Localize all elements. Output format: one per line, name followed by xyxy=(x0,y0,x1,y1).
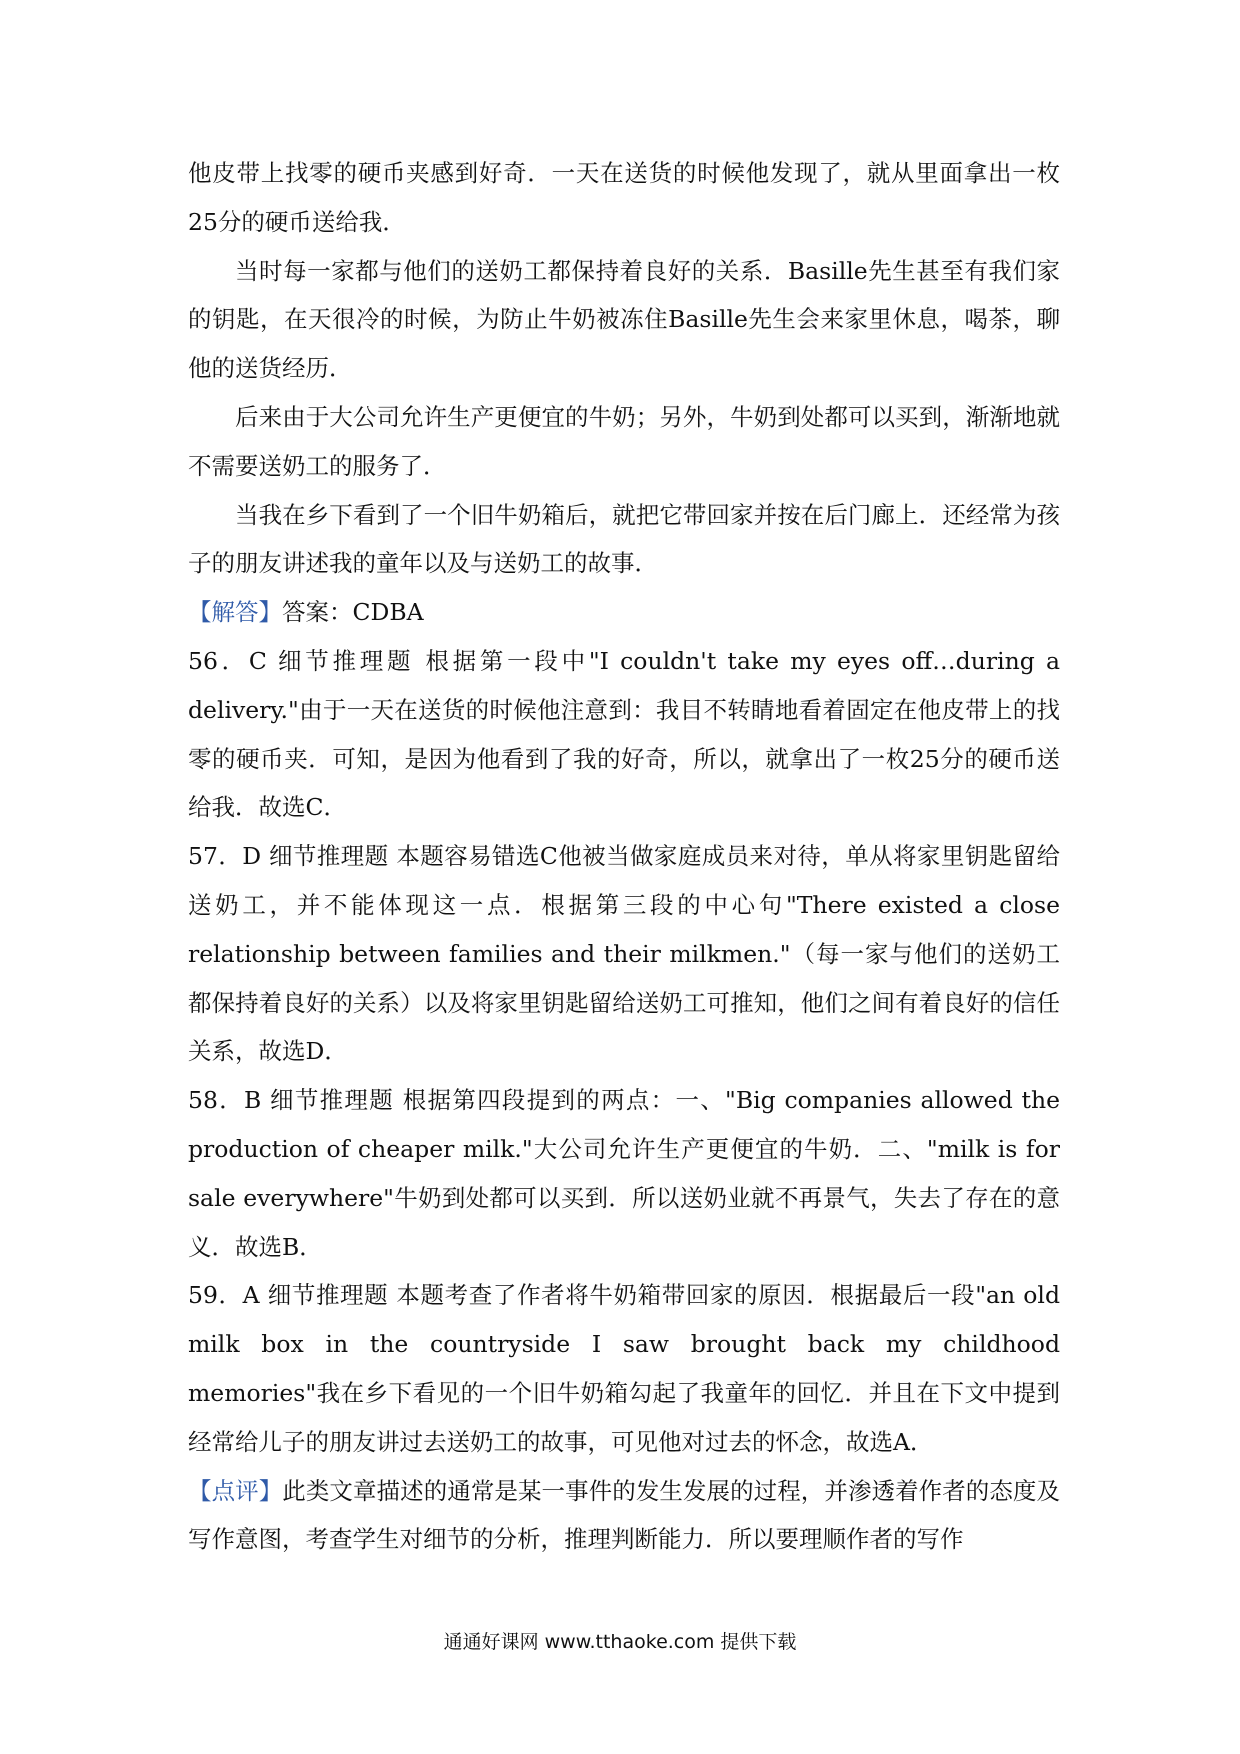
explanation-58: 58．B 细节推理题 根据第四段提到的两点：一、"Big companies allowed the production of cheaper milk."大公司允许生产更便宜的牛奶．二、"milk is for sale everywhere"牛奶到处都可以买到．所以送奶业就不再景气，失去了存在的意义．故选B． xyxy=(188,1086,1060,1261)
document-body xyxy=(188,149,1060,1564)
comment-tag: 【点评】 xyxy=(188,1476,283,1505)
answer-text: 答案：CDBA xyxy=(282,598,424,627)
paragraph-decline: 后来由于大公司允许生产更便宜的牛奶；另外，牛奶到处都可以买到，渐渐地就不需要送奶工的服务了． xyxy=(188,402,1060,480)
explanation-56: 56．C 细节推理题 根据第一段中"I couldn't take my eyes off…during a delivery."由于一天在送货的时候他注意到：我目不转睛地看着固定在他皮带上的找零的硬币夹．可知，是因为他看到了我的好奇，所以，就拿出了一枚25分的硬币送给我．故选C． xyxy=(188,646,1060,822)
paragraph-relationship: 当时每一家都与他们的送奶工都保持着良好的关系．Basille先生甚至有我们家的钥匙，在天很冷的时候，为防止牛奶被冻住Basille先生会来家里休息，喝茶，聊他的送货经历． xyxy=(188,256,1060,383)
paragraph-continuation: 他皮带上找零的硬币夹感到好奇．一天在送货的时候他发现了，就从里面拿出一枚25分的硬币送给我． xyxy=(188,159,1060,236)
explanation-57: 57．D 细节推理题 本题容易错选C他被当做家庭成员来对待，单从将家里钥匙留给送奶工，并不能体现这一点．根据第三段的中心句"There existed a close relationship between families and their milkmen."（每一家与他们的送奶工都保持着良好的关系）以及将家里钥匙留给送奶工可推知，他们之间有着良好的信任关系，故选D． xyxy=(188,842,1060,1066)
explanation-59: 59．A 细节推理题 本题考查了作者将牛奶箱带回家的原因．根据最后一段"an old milk box in the countryside I saw brought back my childhood memories"我在乡下看见的一个旧牛奶箱勾起了我童年的回忆．并且在下文中提到经常给儿子的朋友讲过去送奶工的故事，可见他对过去的怀念，故选A． xyxy=(188,1281,1060,1456)
comment-line xyxy=(188,1467,1060,1565)
paragraph-milk-box: 当我在乡下看到了一个旧牛奶箱后，就把它带回家并按在后门廊上．还经常为孩子的朋友讲述我的童年以及与送奶工的故事． xyxy=(188,500,1060,578)
answer-line xyxy=(188,588,1060,637)
page-footer: 通通好课网 www.tthaoke.com 提供下载 xyxy=(443,1631,797,1653)
comment-text: 此类文章描述的通常是某一事件的发生发展的过程，并渗透着作者的态度及写作意图，考查学生对细节的分析，推理判断能力．所以要理顺作者的写作 xyxy=(188,1476,1061,1554)
answer-tag: 【解答】 xyxy=(188,598,282,627)
